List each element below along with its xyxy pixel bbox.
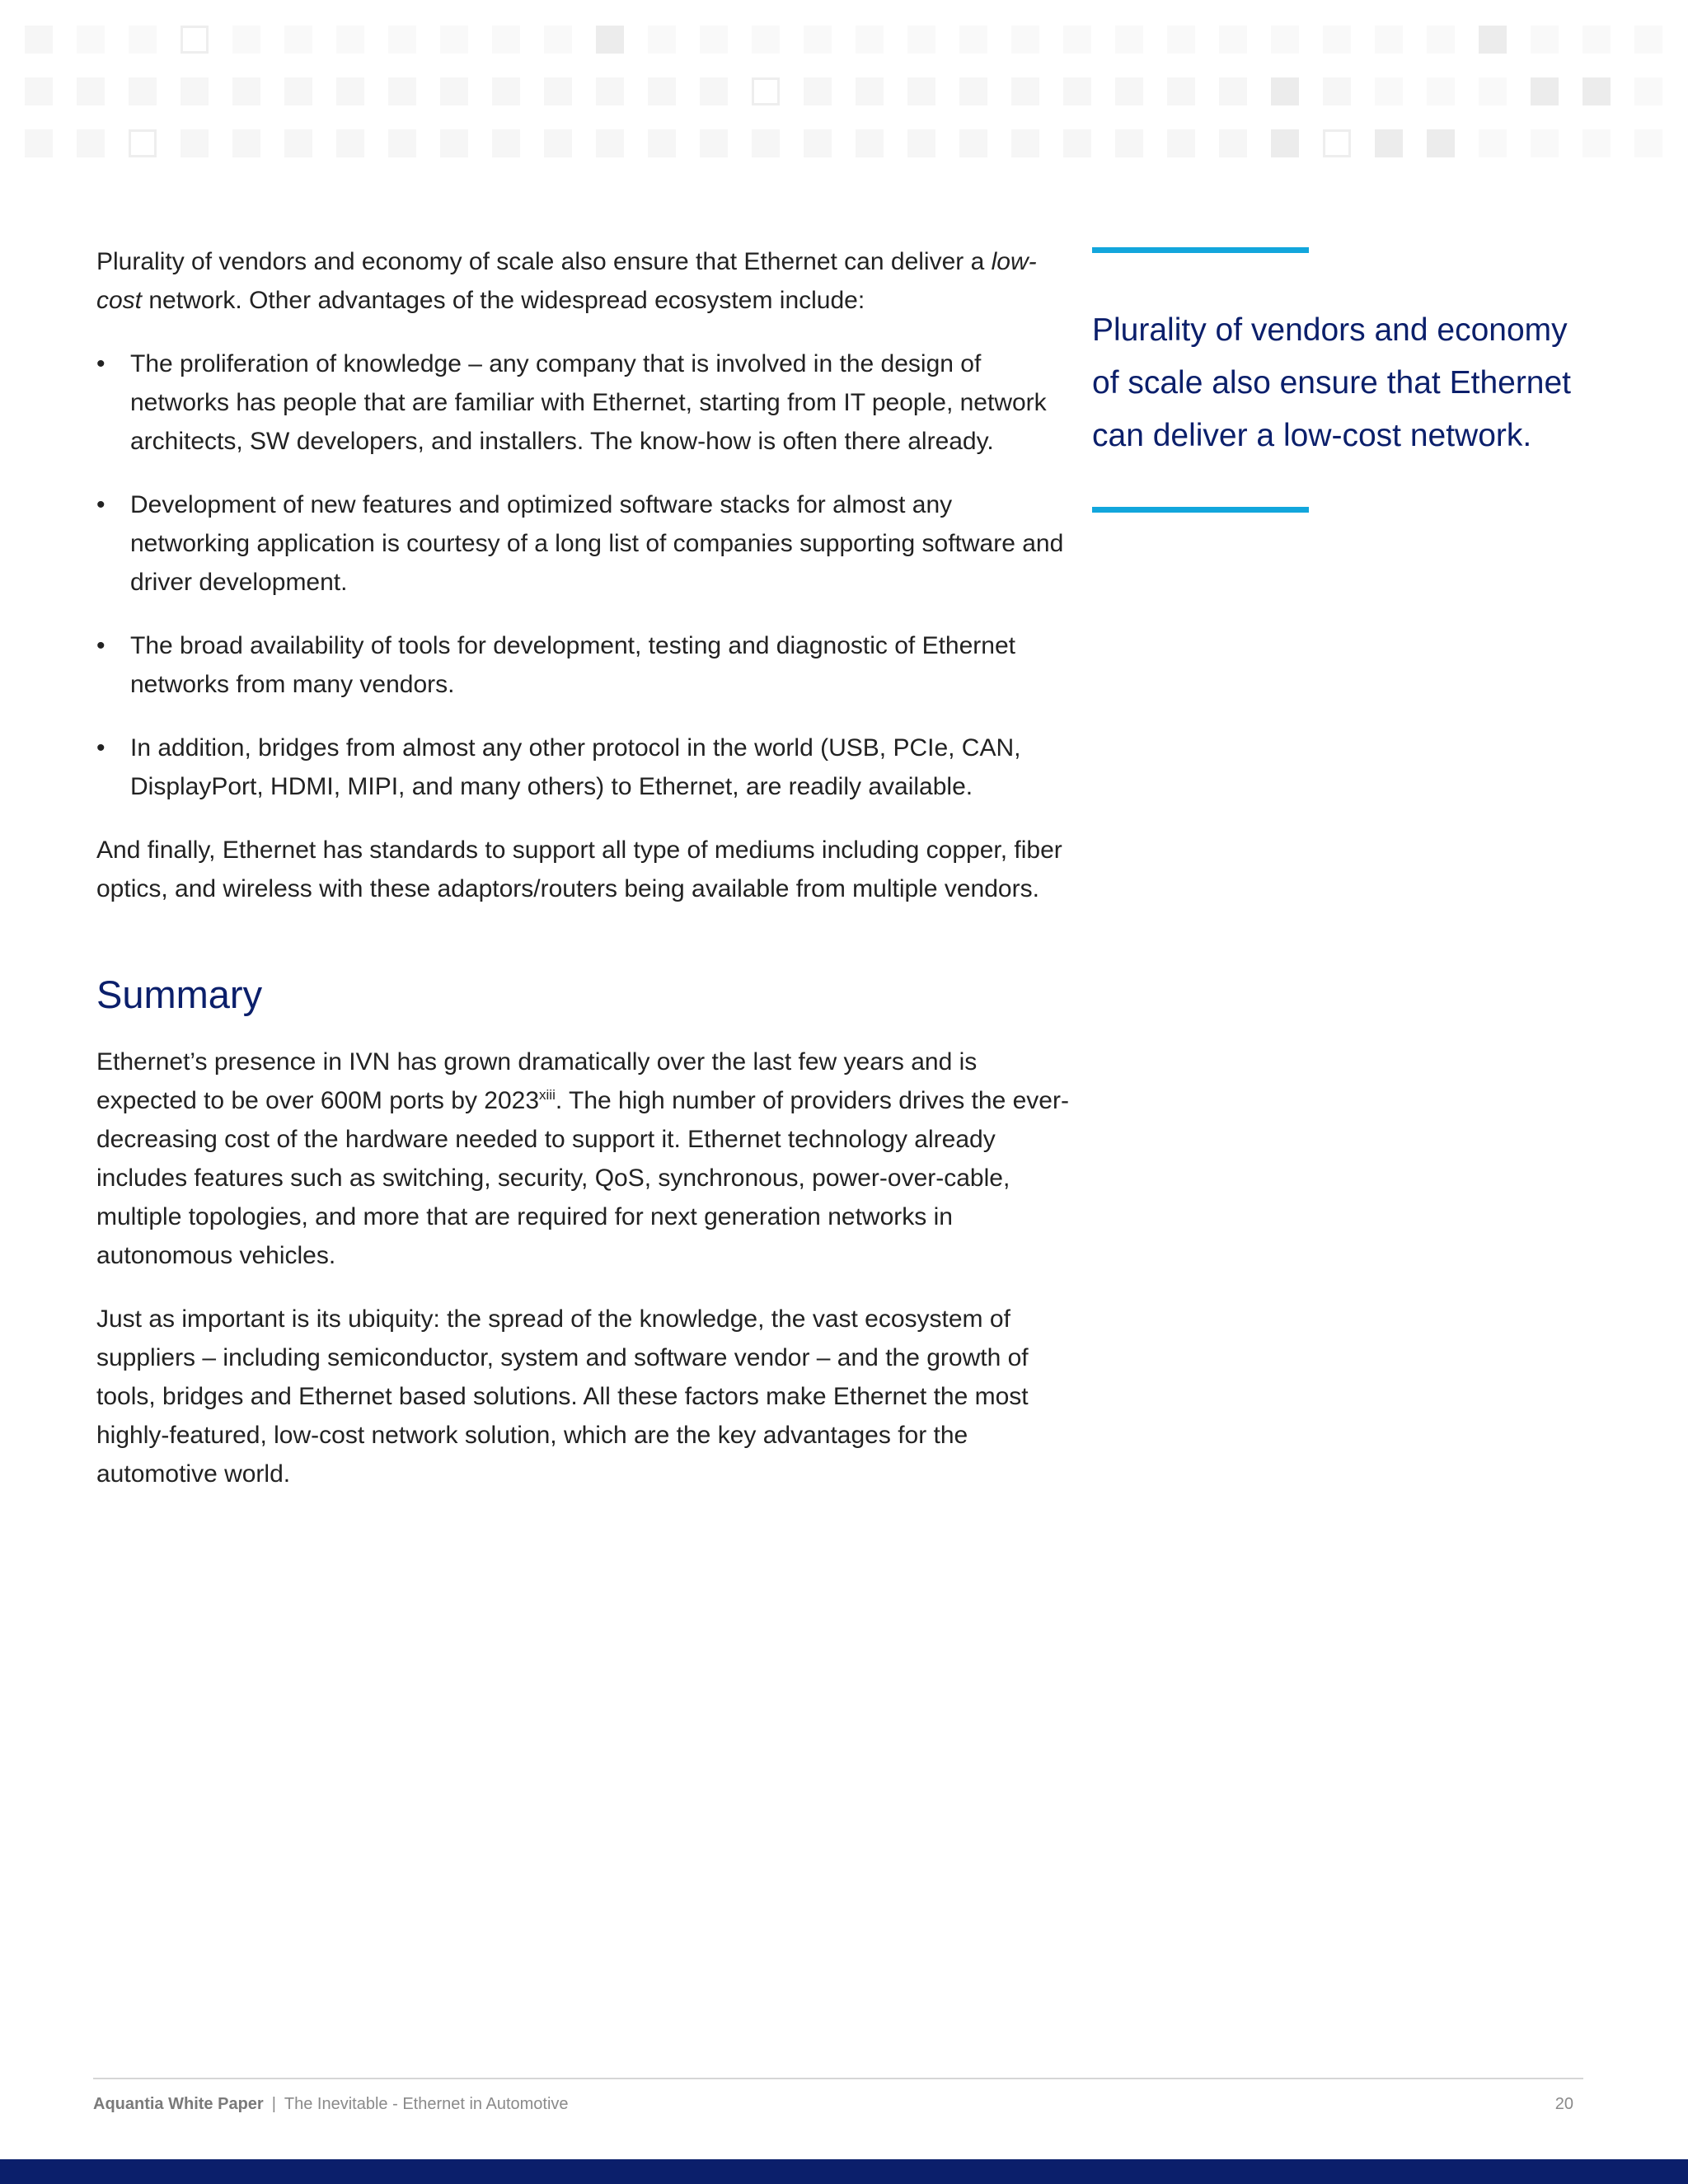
footer-document-title: The Inevitable - Ethernet in Automotive: [284, 2095, 569, 2113]
bottom-color-band: [0, 2159, 1688, 2184]
pull-quote-top-rule: [1092, 247, 1309, 253]
main-column: [96, 242, 1069, 1518]
footnote-reference[interactable]: xiii: [539, 1087, 556, 1103]
summary-paragraph-1: Ethernet’s presence in IVN has grown dramatically over the last few years and is expected to be over 600M ports by 2023$^{xiii}$. The high number of providers drives the ever-decreasing cost of the hardware needed to support it. Ethernet technology already includes features such as switching, security, QoS, synchronous, power-over-cable, multiple topologies, and more that are required for next generation networks in autonomous vehicles.: [96, 1048, 1069, 1269]
list-item: • The proliferation of knowledge – any company that is involved in the design of networks has people that are familiar with Ethernet, starting from IT people, network architects, SW developers, and installers. The know-how is often there already.: [96, 344, 1069, 461]
footer-separator: |: [271, 2095, 276, 2113]
closing-paragraph: And finally, Ethernet has standards to support all type of mediums including copper, fiber optics, and wireless with these adaptors/routers being available from multiple vendors.: [96, 837, 1062, 902]
pull-quote-text: Plurality of vendors and economy of scale also ensure that Ethernet can deliver a low-cost network.: [1092, 312, 1572, 453]
list-item: • The broad availability of tools for development, testing and diagnostic of Ethernet networks from many vendors.: [96, 626, 1069, 704]
page-footer: [93, 2095, 1583, 2114]
pull-quote-bottom-rule: [1092, 507, 1309, 513]
summary-heading: Summary: [96, 972, 263, 1016]
footer-brand: Aquantia White Paper: [93, 2095, 264, 2113]
page-number: 20: [1554, 2095, 1573, 2113]
intro-paragraph: Plurality of vendors and economy of scale also ensure that Ethernet can deliver a low-cost network. Other advantages of the widespread ecosystem include:: [96, 248, 1037, 314]
header-square-pattern: [0, 0, 1688, 165]
advantages-list: [96, 344, 1069, 806]
emphasis-low-cost: low-cost: [96, 248, 1037, 314]
list-item: • Development of new features and optimized software stacks for almost any networking application is courtesy of a long list of companies supporting software and driver development.: [96, 485, 1069, 602]
footer-divider: [93, 2078, 1583, 2079]
summary-paragraph-2: Just as important is its ubiquity: the spread of the knowledge, the vast ecosystem of suppliers – including semiconductor, system and software vendor – and the growth of tools, bridges and Ethernet based solutions. All these factors make Ethernet the most highly-featured, low-cost network solution, which are the key advantages for the automotive world.: [96, 1305, 1029, 1488]
pull-quote: [1092, 247, 1578, 513]
list-item: • In addition, bridges from almost any other protocol in the world (USB, PCIe, CAN, DisplayPort, HDMI, MIPI, and many others) to Ethernet, are readily available.: [96, 729, 1069, 806]
